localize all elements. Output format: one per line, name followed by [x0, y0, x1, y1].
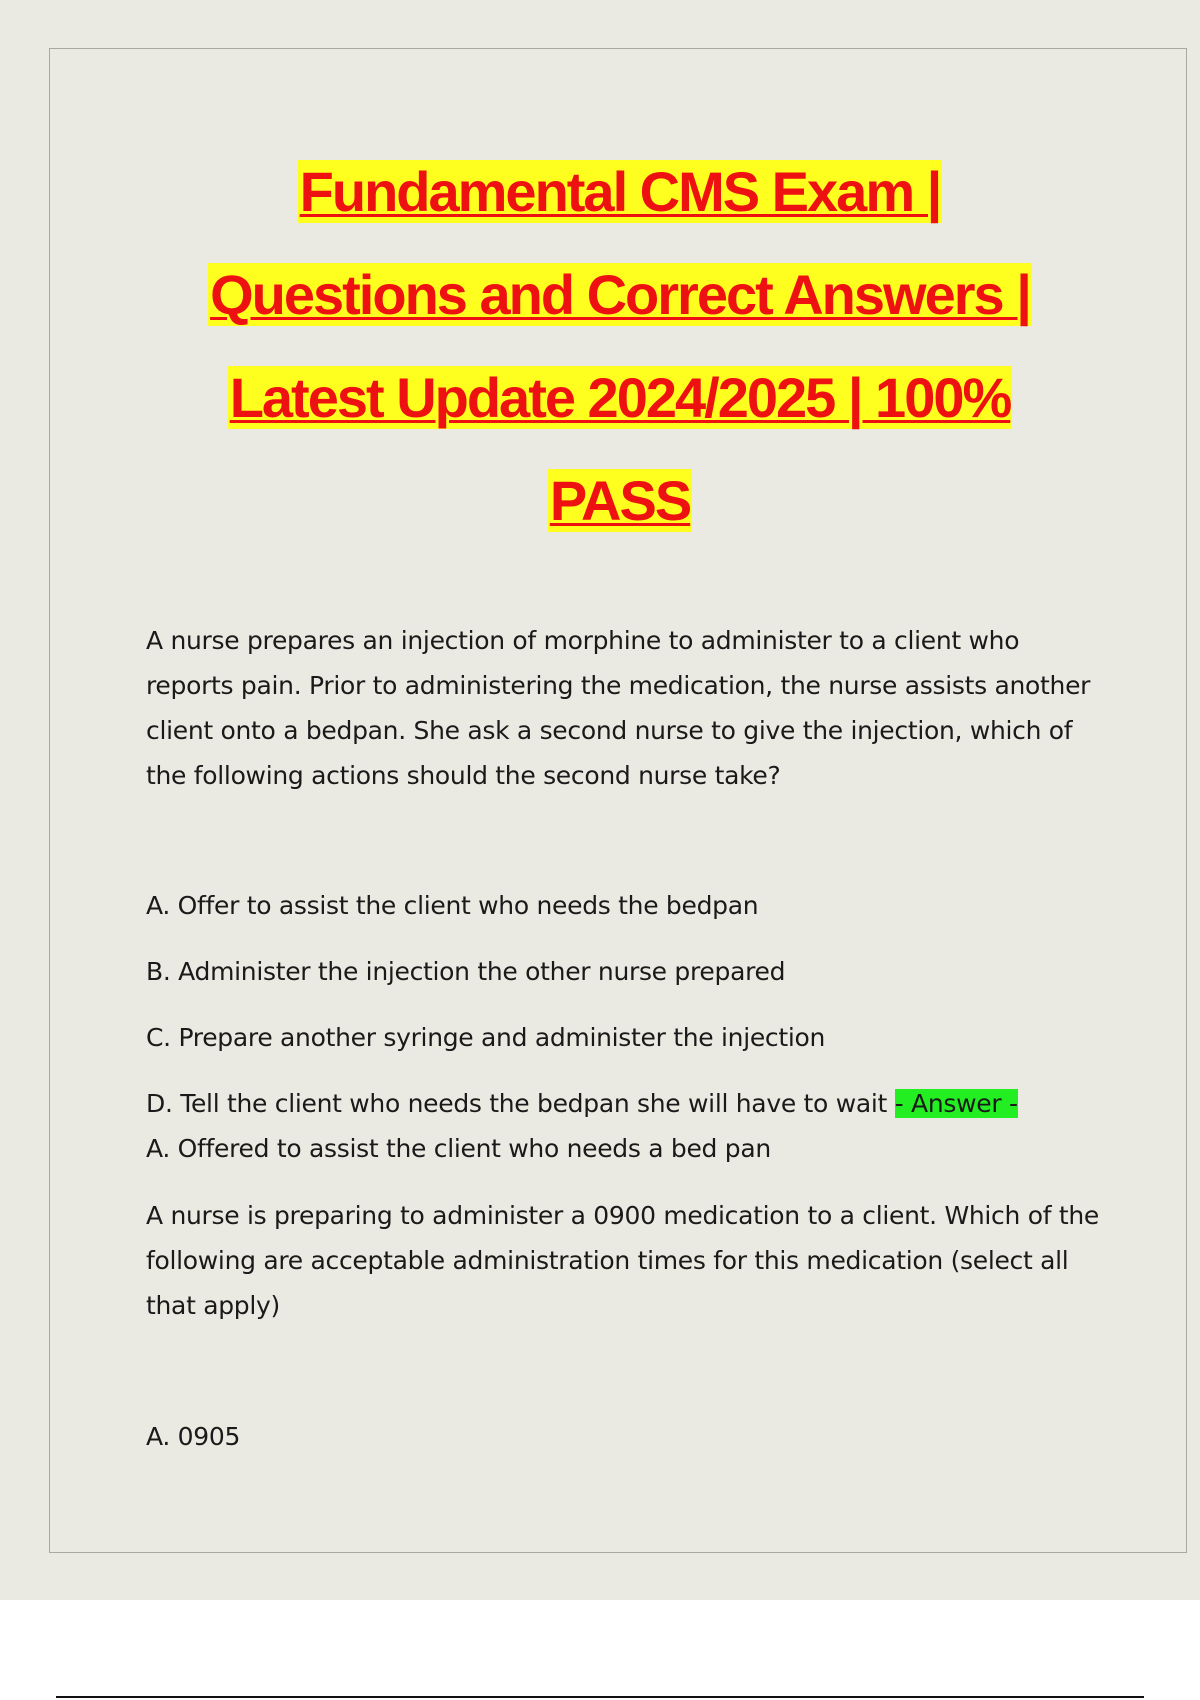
title-line-2: Questions and Correct Answers | [210, 263, 1030, 326]
question-1-option-c: C. Prepare another syringe and administer the injection [146, 1023, 826, 1052]
question-1-option-d-line [146, 1081, 1018, 1126]
question-1-text: A nurse prepares an injection of morphine to administer to a client who reports pain. Prior to administering the medication, the nurse assists another client onto a bedpan. She ask a second nurse to give the injection, which of the following actions should the second nurse take? [146, 626, 1091, 790]
question-2-option-a: A. 0905 [146, 1422, 241, 1451]
title-line-3: Latest Update 2024/2025 | 100% [229, 366, 1011, 429]
title-line-1: Fundamental CMS Exam | [299, 160, 941, 223]
footer-divider [56, 1696, 1144, 1698]
answer-highlight-tag: - Answer - [894, 1089, 1018, 1118]
question-1-option-a: A. Offer to assist the client who needs the bedpan [146, 891, 759, 920]
title-line-4: PASS [549, 469, 691, 532]
question-1-option-b: B. Administer the injection the other nurse prepared [146, 957, 786, 986]
question-1-answer: A. Offered to assist the client who needs a bed pan [146, 1134, 771, 1163]
document-title [100, 140, 1140, 552]
question-2-text: A nurse is preparing to administer a 0900 medication to a client. Which of the following are acceptable administration times for this medication (select all that apply) [146, 1201, 1099, 1320]
question-1-option-d: D. Tell the client who needs the bedpan she will have to wait [146, 1089, 888, 1118]
